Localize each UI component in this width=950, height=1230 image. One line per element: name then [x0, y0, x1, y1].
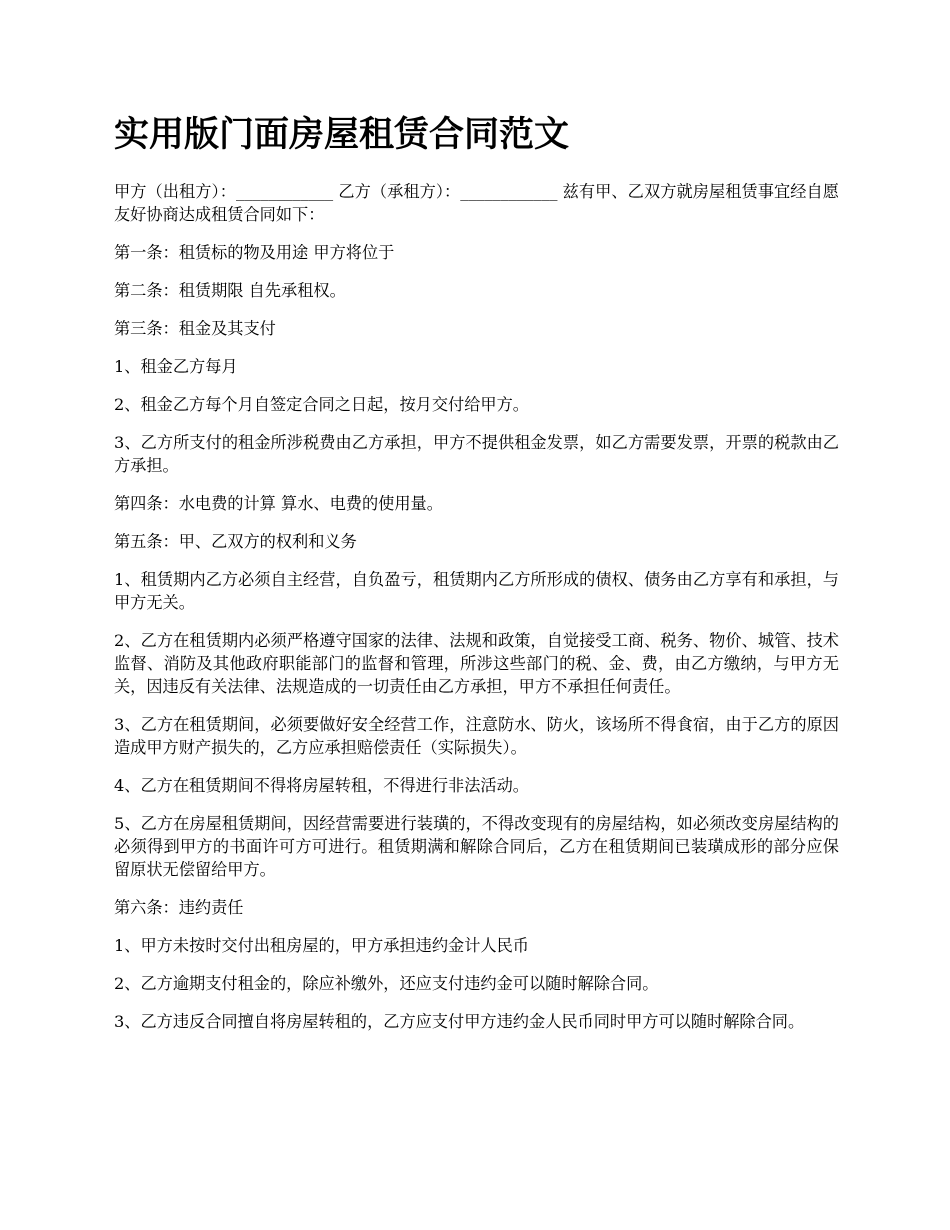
article-3-heading: 第三条：租金及其支付 — [114, 319, 276, 338]
article-6-clause-1: 1、甲方未按时交付出租房屋的，甲方承担违约金计人民币 — [114, 936, 529, 955]
article-3-clause-2: 2、租金乙方每个月自签定合同之日起，按月交付给甲方。 — [114, 395, 529, 414]
article-6-clause-3: 3、乙方违反合同擅自将房屋转租的，乙方应支付甲方违约金人民币同时甲方可以随时解除合同。 — [114, 1012, 805, 1031]
article-4-heading: 第四条：水电费的计算 算水、电费的使用量。 — [114, 494, 443, 513]
article-3-clause-1: 1、租金乙方每月 — [114, 357, 238, 376]
article-6-heading: 第六条：违约责任 — [114, 898, 244, 917]
article-5-heading: 第五条：甲、乙双方的权利和义务 — [114, 532, 357, 551]
article-2-heading: 第二条：租赁期限 自先承租权。 — [114, 281, 346, 300]
article-3-clause-3: 3、乙方所支付的租金所涉税费由乙方承担，甲方不提供租金发票，如乙方需要发票，开票的税款由乙方承担。 — [114, 433, 839, 475]
article-6-clause-2: 2、乙方逾期支付租金的，除应补缴外，还应支付违约金可以随时解除合同。 — [114, 974, 659, 993]
document-title: 实用版门面房屋租赁合同范文 — [114, 114, 570, 155]
article-1-heading: 第一条：租赁标的物及用途 甲方将位于 — [114, 243, 395, 262]
article-5-clause-5: 5、乙方在房屋租赁期间，因经营需要进行装璜的，不得改变现有的房屋结构，如必须改变房屋结构的必须得到甲方的书面许可方可进行。租赁期满和解除合同后，乙方在租赁期间已装璜成形的部分应保留原状无偿留给甲方。 — [114, 814, 839, 879]
document-body — [114, 180, 839, 1048]
intro-paragraph: 甲方（出租方）：____________ 乙方（承租方）：____________ 兹有甲、乙双方就房屋租赁事宜经自愿友好协商达成租赁合同如下： — [114, 182, 839, 224]
article-5-clause-4: 4、乙方在租赁期间不得将房屋转租，不得进行非法活动。 — [114, 776, 529, 795]
article-5-clause-2: 2、乙方在租赁期内必须严格遵守国家的法律、法规和政策，自觉接受工商、税务、物价、城管、技术监督、消防及其他政府职能部门的监督和管理，所涉这些部门的税、金、费，由乙方缴纳，与甲方无关，因违反有关法律、法规造成的一切责任由乙方承担，甲方不承担任何责任。 — [114, 631, 839, 696]
article-5-clause-3: 3、乙方在租赁期间，必须要做好安全经营工作，注意防水、防火，该场所不得食宿，由于乙方的原因造成甲方财产损失的，乙方应承担赔偿责任（实际损失）。 — [114, 715, 839, 757]
article-5-clause-1: 1、租赁期内乙方必须自主经营，自负盈亏，租赁期内乙方所形成的债权、债务由乙方享有和承担，与甲方无关。 — [114, 570, 839, 612]
